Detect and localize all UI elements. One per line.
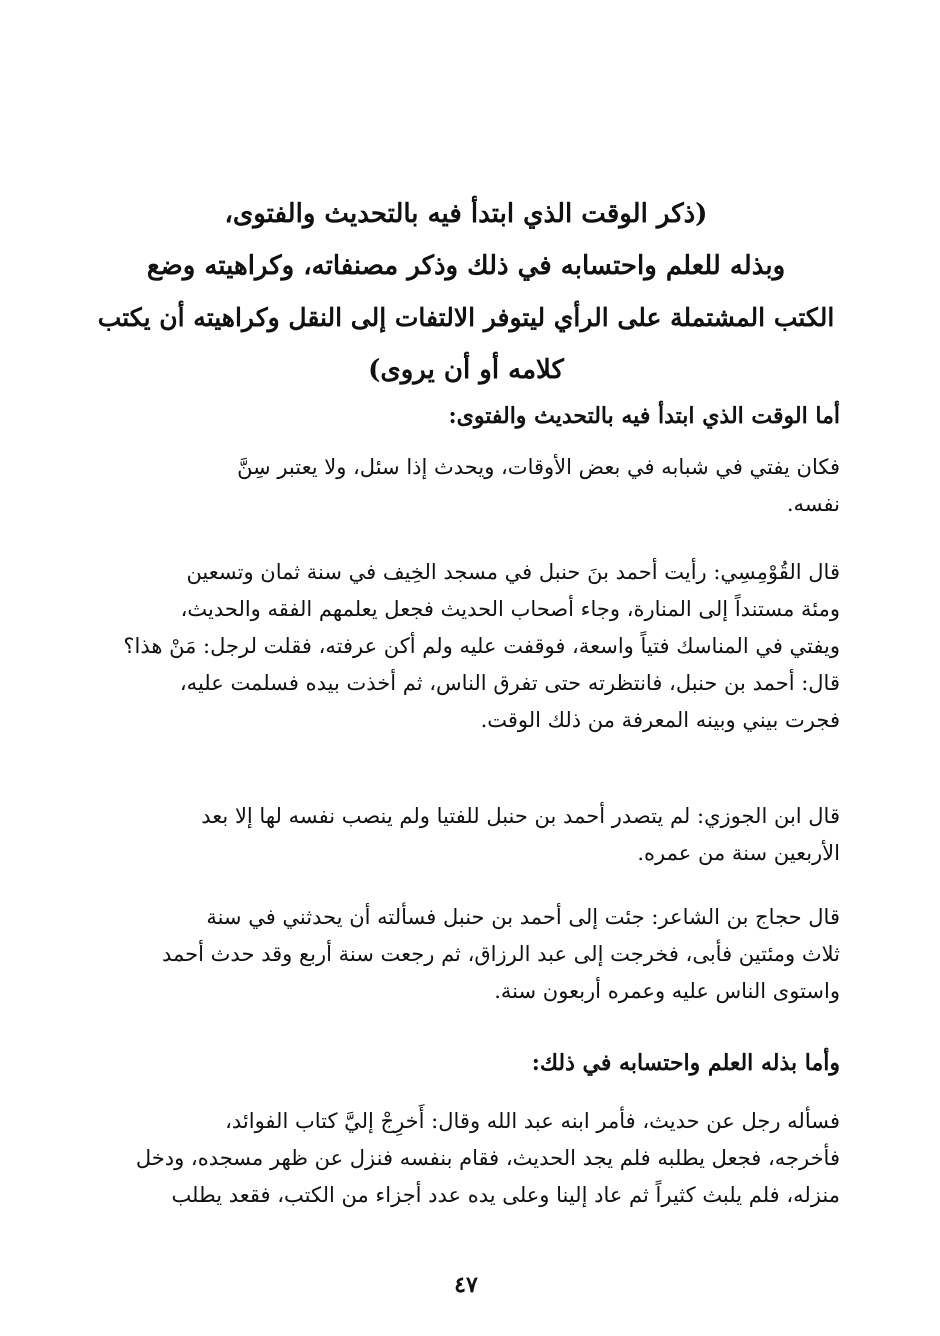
text-line: قال: أحمد بن حنبل، فانتظرته حتى تفرق الناس، ثم أخذت بيده فسلمت عليه، [179,671,840,695]
chapter-title-line: كلامه أو أن يروى) [368,355,564,385]
text-line: فأخرجه، فجعل يطلبه فلم يجد الحديث، فقام بنفسه فنزل عن ظهر مسجده، ودخل [135,1146,840,1170]
text-line: ثلاث ومئتين فأبى، فخرجت إلى عبد الرزاق، ثم رجعت سنة أربع وقد حدث أحمد [162,942,840,966]
section-heading-knowledge-giving: وأما بذله العلم واحتسابه في ذلك: [531,1050,840,1076]
text-line: واستوى الناس عليه وعمره أربعون سنة. [494,979,840,1003]
book-page [92,0,840,1336]
paragraph-kitab-al-fawaid [92,1103,840,1214]
section-heading-fatwa-time: أما الوقت الذي ابتدأ فيه بالتحديث والفتوى: [448,403,840,429]
paragraph-hajjaj-ibn-al-shair [92,899,840,1010]
text-line: قال القُوْمِسِي: رأيت أحمد بنَ حنبل في مسجد الخِيف في سنة ثمان وتسعين [186,560,840,584]
text-line: ومئة مستنداً إلى المنارة، وجاء أصحاب الحديث فجعل يعلمهم الفقه والحديث، [180,597,840,621]
text-line: الأربعين سنة من عمره. [637,841,840,865]
text-line: قال حجاج بن الشاعر: جئت إلى أحمد بن حنبل فسألته أن يحدثني في سنة [206,905,840,929]
text-line: فجرت بيني وبينه المعرفة من ذلك الوقت. [480,708,840,732]
paragraph-youth-fatwa [92,449,840,523]
chapter-title-line: الكتب المشتملة على الرأي ليتوفر الالتفات إلى النقل وكراهيته أن يكتب [97,303,835,332]
text-line: ويفتي في المناسك فتياً واسعة، فوقفت عليه ولم أكن عرفته، فقلت لرجل: مَنْ هذا؟ [123,634,840,658]
chapter-title-line: (ذكر الوقت الذي ابتدأ فيه بالتحديث والفتوى، [224,199,708,229]
text-line: نفسه. [786,492,840,516]
chapter-title [92,188,840,396]
page-number: ٤٧ [454,1272,478,1298]
paragraph-ibn-al-jawzi [92,798,840,872]
text-line: فسأله رجل عن حديث، فأمر ابنه عبد الله وقال: أَخرِجْ إليَّ كتاب الفوائد، [225,1109,840,1133]
text-line: قال ابن الجوزي: لم يتصدر أحمد بن حنبل للفتيا ولم ينصب نفسه لها إلا بعد [201,804,840,828]
chapter-title-line: وبذله للعلم واحتسابه في ذلك وذكر مصنفاته، وكراهيته وضع [146,251,786,281]
paragraph-qumisi-narration [92,554,840,739]
text-line: منزله، فلم يلبث كثيراً ثم عاد إلينا وعلى يده عدد أجزاء من الكتب، فقعد يطلب [171,1183,840,1207]
text-line: فكان يفتي في شبابه في بعض الأوقات، ويحدث إذا سئل، ولا يعتبر سِنَّ [237,455,840,479]
